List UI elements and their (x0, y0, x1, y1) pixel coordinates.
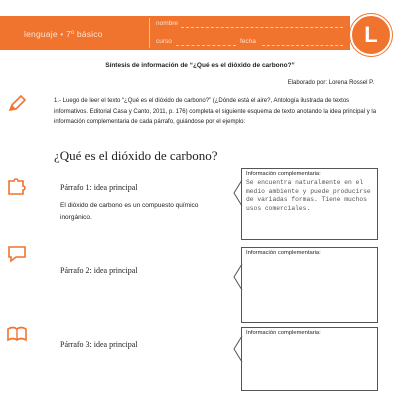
name-field[interactable] (181, 27, 343, 28)
callout-pointer (232, 334, 244, 364)
paragraph-2-heading: Párrafo 2: idea principal (60, 266, 138, 275)
paragraph-1-main-idea[interactable]: El dióxido de carbono es un compuesto químico inorgánico. (60, 202, 199, 221)
pencil-icon (6, 94, 28, 114)
header-bar (0, 16, 400, 50)
instructions: 1.- Luego de leer el texto “¿Qué es el dióxido de carbono?” (¿Dónde está el aire?, Antología ilustrada de textos informativos. Editorial Casa y Canto, 2011, p. 176) completa el siguiente esquema de texto anotando la idea principal y la información complementaria de cada párrafo, guiándose por el ejemplo: (54, 98, 377, 125)
subject-logo: L (350, 14, 392, 56)
puzzle-icon (6, 176, 28, 196)
author-credit: Elaborado por: Lorena Rossel P. (287, 80, 374, 86)
open-book-icon (6, 324, 28, 344)
date-label: fecha (240, 38, 256, 45)
callout-pointer (232, 178, 244, 208)
header-divider (149, 18, 150, 48)
paragraph-1-box-text: Se encuentra naturalmente en el medio ambiente y puede producirse de variadas formas. Tiene muchos usos comerciales. (246, 179, 371, 212)
document-title: Síntesis de información de “¿Qué es el dióxido de carbono?” (105, 62, 295, 69)
course-field[interactable] (176, 45, 236, 46)
paragraph-3-heading: Párrafo 3: idea principal (60, 340, 138, 349)
paragraph-3-box-title: Información complementaria: (246, 330, 321, 336)
paragraph-1-heading: Párrafo 1: idea principal (60, 183, 138, 192)
name-label: nombre (156, 20, 179, 27)
paragraph-3-complementary-box[interactable] (241, 327, 378, 391)
speech-bubble-icon (6, 244, 28, 264)
course-label: curso (156, 38, 172, 45)
paragraph-1-box-title: Información complementaria: (246, 171, 321, 177)
paragraph-2-complementary-box[interactable] (241, 247, 378, 323)
callout-pointer (232, 262, 244, 292)
paragraph-2-box-title: Información complementaria: (246, 250, 321, 256)
date-field[interactable] (262, 45, 343, 46)
subject-label: lenguaje • 7º básico (24, 29, 103, 39)
paragraph-1-complementary-box[interactable] (241, 168, 378, 240)
section-question: ¿Qué es el dióxido de carbono? (54, 148, 218, 163)
